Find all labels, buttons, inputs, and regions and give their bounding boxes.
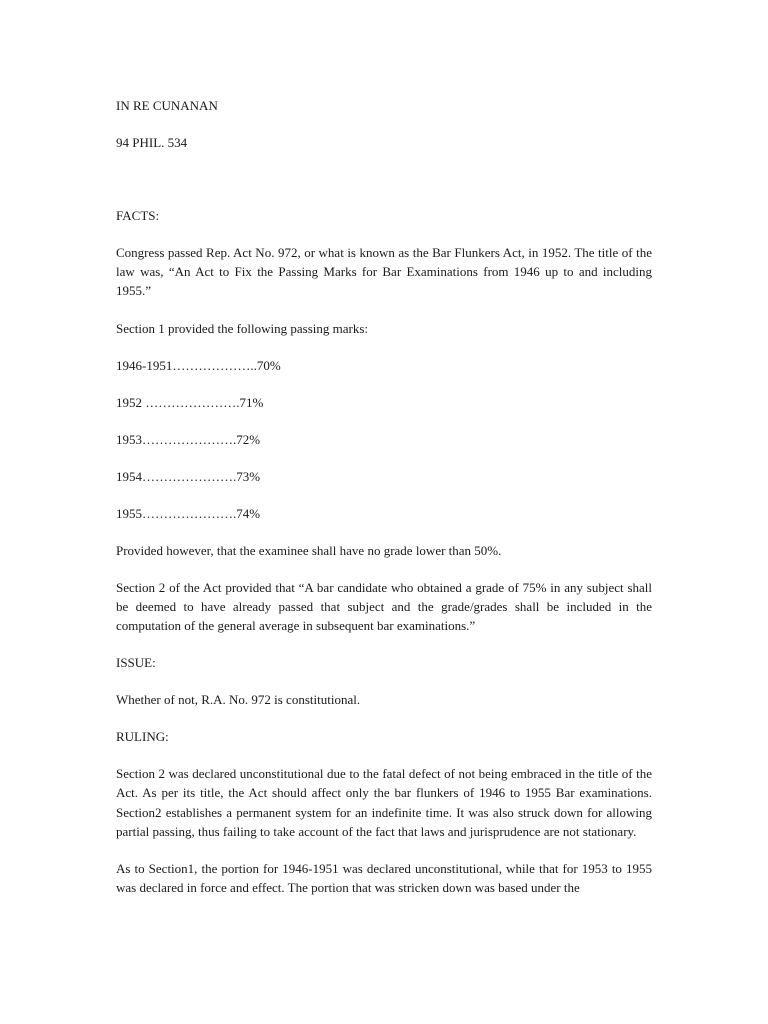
document-body bbox=[116, 96, 652, 897]
passing-mark-1946-1951: 1946-1951………………..70% bbox=[116, 357, 281, 373]
proviso-text: Provided however, that the examinee shall have no grade lower than 50%. bbox=[116, 542, 502, 558]
section1-intro: Section 1 provided the following passing marks: bbox=[116, 320, 369, 336]
facts-heading: FACTS: bbox=[116, 208, 160, 223]
ruling-paragraph-2: As to Section1, the portion for 1946-1951 was declared unconstitutional, while that for 1953 to 1955 was declared in force and effect. The portion that was stricken down was based under the bbox=[116, 861, 652, 896]
issue-heading: ISSUE: bbox=[116, 655, 156, 671]
issue-text: Whether of not, R.A. No. 972 is constitutional. bbox=[116, 692, 361, 708]
passing-mark-1952: 1952 ………………….71% bbox=[116, 394, 264, 410]
section2-paragraph: Section 2 of the Act provided that “A bar candidate who obtained a grade of 75% in any subject shall be deemed to have already passed that subject and the grade/grades shall be included in the computation of the general average in subsequent bar examinations.” bbox=[116, 579, 652, 634]
passing-mark-1953: 1953………………….72% bbox=[116, 431, 261, 447]
facts-paragraph: Congress passed Rep. Act No. 972, or what is known as the Bar Flunkers Act, in 1952. The title of the law was, “An Act to Fix the Passing Marks for Bar Examinations from 1946 up to and including 1955.” bbox=[116, 245, 652, 299]
passing-mark-1955: 1955………………….74% bbox=[116, 505, 261, 521]
case-title: IN RE CUNANAN bbox=[116, 98, 218, 113]
ruling-paragraph-1: Section 2 was declared unconstitutional due to the fatal defect of not being embraced in the title of the Act. As per its title, the Act should affect only the bar flunkers of 1946 to 1955 Bar examinations. Section2 establishes a permanent system for an indefinite time. It was also struck down for allowing partial passing, thus failing to take account of the fact that laws and jurisprudence are not stationary. bbox=[116, 766, 652, 839]
ruling-heading: RULING: bbox=[116, 729, 169, 745]
case-citation: 94 PHIL. 534 bbox=[116, 135, 188, 150]
passing-mark-1954: 1954………………….73% bbox=[116, 468, 261, 484]
